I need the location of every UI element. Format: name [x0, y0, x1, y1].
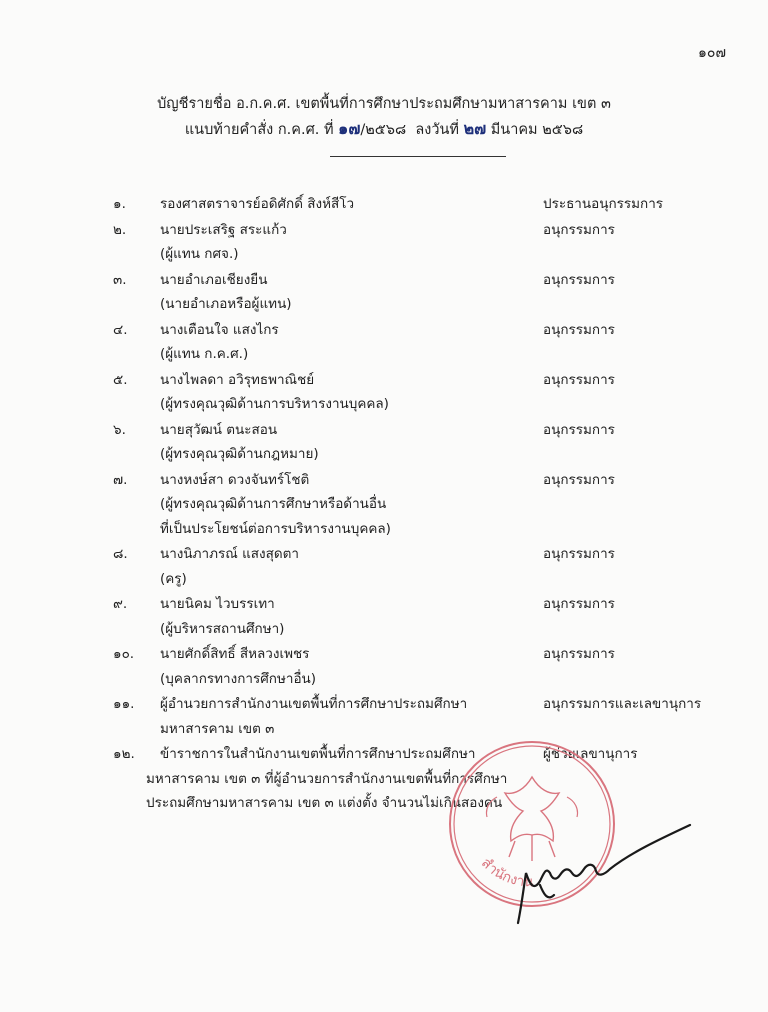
- member-role: อนุกรรมการ: [543, 546, 615, 562]
- member-line: [0, 192, 768, 217]
- title-underline: [330, 156, 506, 157]
- member-number: ๖.: [113, 421, 126, 438]
- member-number: ๙.: [113, 596, 128, 612]
- member-number: ๔.: [113, 321, 128, 338]
- member-line: [0, 592, 768, 617]
- document-title: บัญชีรายชื่อ อ.ก.ค.ศ. เขตพื้นที่การศึกษาประถมศึกษามหาสารคาม เขต ๓: [157, 96, 611, 112]
- order-prefix: แนบท้ายคำสั่ง ก.ค.ศ. ที่: [184, 122, 334, 138]
- member-list: [0, 192, 768, 817]
- member-detail: มหาสารคาม เขต ๓ ที่ผู้อำนวยการสำนักงานเขตพื้นที่การศึกษา: [146, 770, 508, 787]
- member-detail-line: [0, 492, 768, 517]
- member-number: ๗.: [113, 471, 128, 488]
- member-detail-line: [0, 292, 768, 317]
- member-item: [0, 468, 768, 542]
- member-role: อนุกรรมการ: [543, 421, 615, 438]
- member-detail: (นายอำเภอหรือผู้แทน): [160, 296, 292, 312]
- signature: [500, 815, 700, 939]
- member-role: อนุกรรมการ: [543, 596, 615, 612]
- member-number: ๕.: [113, 371, 128, 388]
- member-line: [0, 742, 768, 767]
- member-role: ประธานอนุกรรมการ: [543, 196, 664, 212]
- member-detail: ประถมศึกษามหาสารคาม เขต ๓ แต่งตั้ง จำนวนไม่เกินสองคน: [146, 795, 503, 811]
- member-role: อนุกรรมการและเลขานุการ: [543, 696, 702, 712]
- member-detail-line: [0, 392, 768, 417]
- member-item: [0, 542, 768, 591]
- member-item: [0, 642, 768, 691]
- member-detail-line: [0, 517, 768, 542]
- member-line: [0, 368, 768, 393]
- member-line: [0, 318, 768, 343]
- member-detail-line: [0, 791, 768, 816]
- member-detail-line: [0, 442, 768, 467]
- member-name: ผู้อำนวยการสำนักงานเขตพื้นที่การศึกษาประถมศึกษา: [160, 696, 468, 712]
- member-number: ๑๒.: [113, 746, 135, 762]
- member-role: อนุกรรมการ: [543, 471, 615, 488]
- member-name: นายศักดิ์สิทธิ์ สีหลวงเพชร: [160, 646, 310, 662]
- member-item: [0, 418, 768, 467]
- member-line: [0, 642, 768, 667]
- member-line: [0, 268, 768, 293]
- member-item: [0, 218, 768, 267]
- member-item: [0, 592, 768, 641]
- seal-text: สำนักงาน: [477, 855, 534, 891]
- member-detail-line: [0, 342, 768, 367]
- member-detail-line: [0, 667, 768, 692]
- member-detail-line: [0, 617, 768, 642]
- member-role: อนุกรรมการ: [543, 646, 615, 662]
- member-detail: (ผู้ทรงคุณวุฒิด้านกฎหมาย): [160, 446, 319, 462]
- member-detail-line: [0, 717, 768, 742]
- member-role: อนุกรรมการ: [543, 321, 615, 338]
- member-name: ข้าราชการในสำนักงานเขตพื้นที่การศึกษาประถมศึกษา: [160, 746, 476, 762]
- member-item: [0, 318, 768, 367]
- member-detail-line: [0, 242, 768, 267]
- member-line: [0, 218, 768, 243]
- member-number: ๑๐.: [113, 646, 135, 662]
- member-detail: มหาสารคาม เขต ๓: [160, 720, 275, 737]
- member-item: [0, 192, 768, 217]
- member-item: [0, 742, 768, 816]
- document-subtitle: [0, 117, 768, 142]
- member-role: ผู้ช่วยเลขานุการ: [543, 746, 638, 762]
- member-role: อนุกรรมการ: [543, 271, 615, 288]
- date-prefix: ลงวันที่: [415, 122, 459, 138]
- member-number: ๓.: [113, 271, 127, 288]
- member-detail: ที่เป็นประโยชน์ต่อการบริหารงานบุคคล): [160, 520, 391, 537]
- member-detail: (ผู้แทน ก.ค.ศ.): [160, 346, 249, 362]
- order-number: ๑๗: [338, 119, 361, 138]
- order-day: ๒๗: [463, 119, 487, 138]
- member-detail-line: [0, 767, 768, 792]
- order-year: /๒๕๖๘: [360, 122, 407, 138]
- member-item: [0, 268, 768, 317]
- member-detail-line: [0, 567, 768, 592]
- member-detail: (ครู): [160, 570, 187, 587]
- member-role: อนุกรรมการ: [543, 221, 615, 238]
- member-name: นางไพลดา อวิรุทธพาณิชย์: [160, 371, 315, 388]
- member-number: ๑๑.: [113, 696, 135, 712]
- order-month-year: มีนาคม ๒๕๖๘: [490, 122, 584, 138]
- member-name: นายสุวัฒน์ ตนะสอน: [160, 421, 278, 438]
- member-item: [0, 368, 768, 417]
- member-name: รองศาสตราจารย์อดิศักดิ์ สิงห์สีโว: [160, 196, 355, 212]
- member-detail: (ผู้บริหารสถานศึกษา): [160, 620, 285, 637]
- member-detail: (ผู้ทรงคุณวุฒิด้านการบริหารงานบุคคล): [160, 396, 389, 412]
- member-name: นายประเสริฐ สระแก้ว: [160, 221, 287, 238]
- member-line: [0, 418, 768, 443]
- member-name: นางนิภาภรณ์ แสงสุดตา: [160, 546, 299, 562]
- member-detail: (ผู้ทรงคุณวุฒิด้านการศึกษาหรือด้านอื่น: [160, 496, 387, 512]
- member-detail: (ผู้แทน กศจ.): [160, 246, 239, 262]
- member-role: อนุกรรมการ: [543, 371, 615, 388]
- member-number: ๘.: [113, 546, 128, 562]
- member-detail: (บุคลากรทางการศึกษาอื่น): [160, 670, 317, 687]
- member-line: [0, 692, 768, 717]
- member-line: [0, 468, 768, 493]
- member-name: นายอำเภอเชียงยืน: [160, 271, 268, 288]
- member-line: [0, 542, 768, 567]
- member-item: [0, 692, 768, 741]
- member-name: นายนิคม ไวบรรเทา: [160, 596, 275, 612]
- member-name: นางหงษ์สา ดวงจันทร์โชติ: [160, 471, 310, 488]
- member-name: นางเตือนใจ แสงไกร: [160, 321, 279, 338]
- member-number: ๒.: [113, 221, 127, 238]
- page-number: ๑๐๗: [698, 45, 726, 61]
- member-number: ๑.: [113, 196, 126, 212]
